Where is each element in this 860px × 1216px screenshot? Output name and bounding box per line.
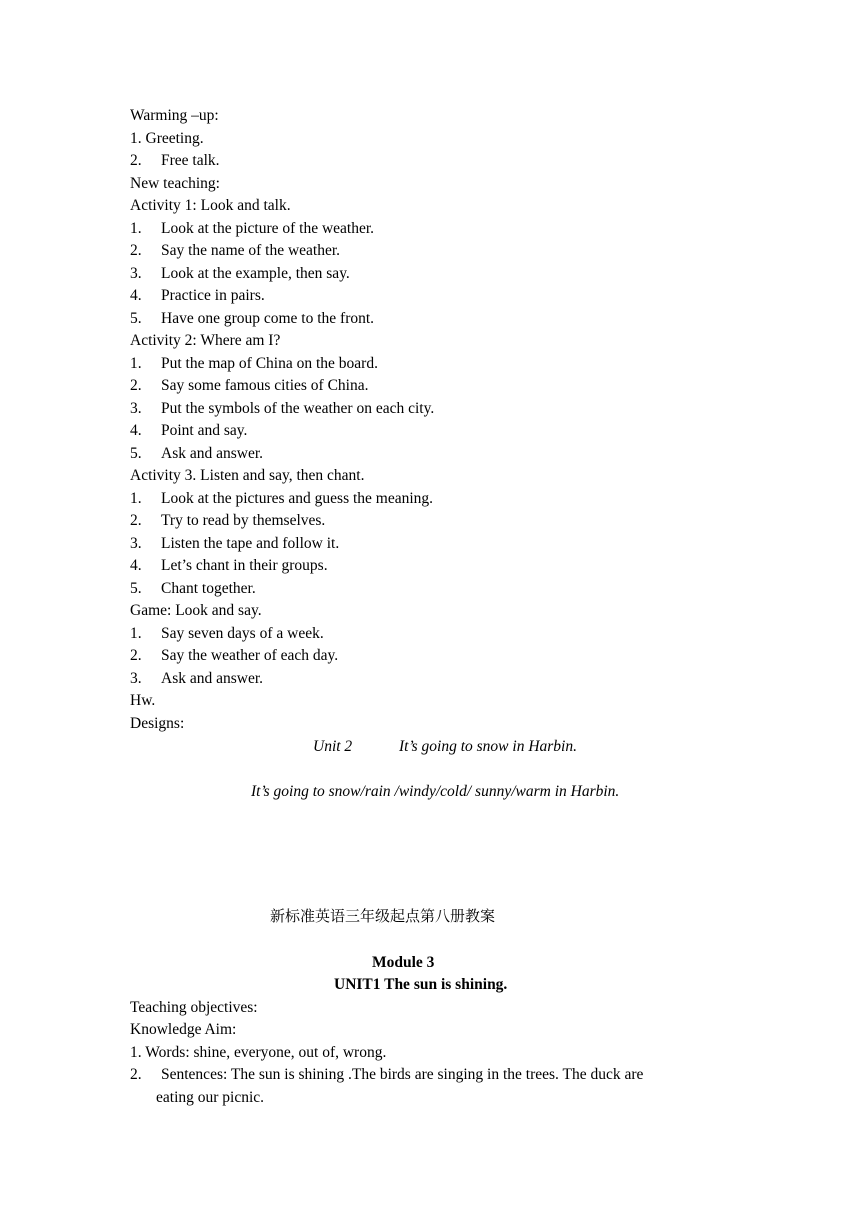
item-number: 2. [130,1066,142,1083]
board-title: It’s going to snow in Harbin. [399,738,577,755]
item-text: Put the map of China on the board. [161,355,378,372]
list-item [130,489,433,509]
item-number: 1. [130,130,142,147]
list-item [130,669,263,689]
new-teaching-heading: New teaching: [130,175,220,192]
item-number: 5. [130,580,142,597]
list-item [130,399,434,419]
board-unit: Unit 2 [313,738,353,755]
item-number: 4. [130,422,142,439]
list-item [130,1043,386,1063]
item-text: Let’s chant in their groups. [161,557,328,574]
module-heading: Module 3 [372,954,435,971]
item-text: Point and say. [161,422,248,439]
unit-heading: UNIT1 The sun is shining. [334,976,508,993]
item-text: Free talk. [161,152,220,169]
item-text: Look at the pictures and guess the meaning. [161,490,434,507]
list-item [130,556,328,576]
item-text: Say seven days of a week. [161,625,324,642]
item-number: 1. [130,355,142,372]
list-item [130,444,263,464]
activity2-heading: Activity 2: Where am I? [130,332,281,349]
item-number: 3. [130,265,142,282]
designs-heading: Designs: [130,715,185,732]
activity3-heading: Activity 3. Listen and say, then chant. [130,467,365,484]
activity1-heading: Activity 1: Look and talk. [130,197,291,214]
item-text: Chant together. [161,580,256,597]
item-text: Put the symbols of the weather on each city. [161,400,435,417]
item-text: Practice in pairs. [161,287,265,304]
item-text: Greeting. [145,130,204,147]
item-number: 2. [130,242,142,259]
item-text: Sentences: The sun is shining .The birds are singing in the trees. The duck are [161,1066,644,1083]
list-item [130,421,247,441]
list-item [130,579,256,599]
list-item [130,511,325,531]
item-number: 2. [130,377,142,394]
item-number: 3. [130,670,142,687]
game-heading: Game: Look and say. [130,602,262,619]
list-item-continuation: eating our picnic. [156,1089,265,1106]
list-item [130,1065,643,1085]
item-number: 1. [130,1044,142,1061]
item-text: Words: shine, everyone, out of, wrong. [145,1044,387,1061]
item-text: Say some famous cities of China. [161,377,369,394]
item-number: 5. [130,310,142,327]
item-number: 1. [130,220,142,237]
list-item [130,534,339,554]
item-text: Have one group come to the front. [161,310,375,327]
list-item [130,376,369,396]
document-title: 新标准英语三年级起点第八册教案 [270,907,496,925]
item-number: 4. [130,287,142,304]
item-text: Listen the tape and follow it. [161,535,340,552]
list-item [130,286,265,306]
homework-label: Hw. [130,692,156,709]
item-number: 2. [130,647,142,664]
item-text: Try to read by themselves. [161,512,326,529]
list-item [130,309,374,329]
knowledge-aim-heading: Knowledge Aim: [130,1021,237,1038]
list-item [130,624,324,644]
item-text: Ask and answer. [161,670,264,687]
item-text: Ask and answer. [161,445,264,462]
list-item [130,151,220,171]
list-item [130,354,378,374]
item-number: 2. [130,152,142,169]
item-number: 1. [130,625,142,642]
list-item [130,241,340,261]
warmup-heading: Warming –up: [130,107,219,124]
item-number: 3. [130,535,142,552]
item-text: Say the name of the weather. [161,242,341,259]
item-number: 2. [130,512,142,529]
item-number: 4. [130,557,142,574]
list-item [130,129,204,149]
item-number: 1. [130,490,142,507]
board-pattern: It’s going to snow/rain /windy/cold/ sunny/warm in Harbin. [251,783,620,800]
item-text: Say the weather of each day. [161,647,339,664]
list-item [130,646,338,666]
item-text: Look at the picture of the weather. [161,220,375,237]
list-item [130,219,374,239]
objectives-heading: Teaching objectives: [130,999,258,1016]
list-item [130,264,350,284]
item-text: Look at the example, then say. [161,265,350,282]
item-number: 3. [130,400,142,417]
item-number: 5. [130,445,142,462]
